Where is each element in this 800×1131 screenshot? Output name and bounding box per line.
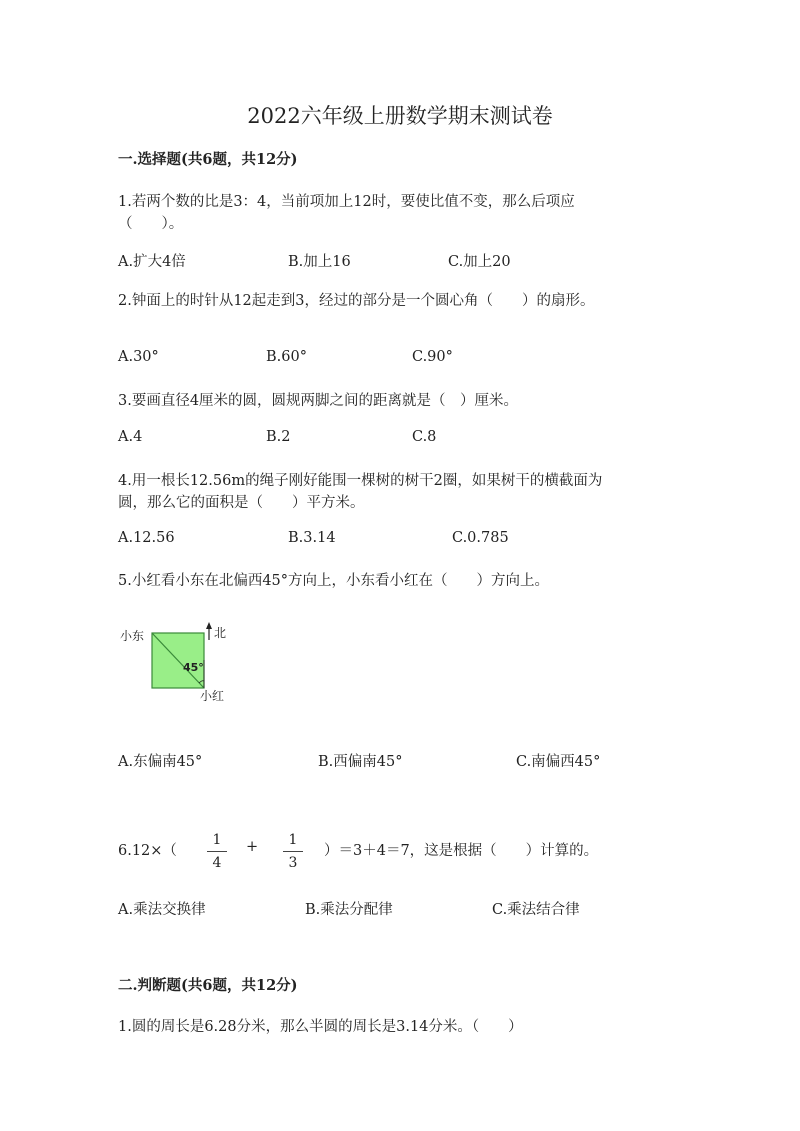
- question-6-option-c: C.乘法结合律: [492, 902, 580, 918]
- fraction-1-bar: [207, 851, 227, 852]
- question-3-option-b: B.2: [266, 429, 291, 445]
- fraction-2-denominator: 3: [288, 855, 298, 871]
- question-3-text: 3.要画直径4厘米的圆，圆规两脚之间的距离就是（ ）厘米。: [118, 393, 519, 409]
- direction-figure: [118, 620, 238, 710]
- label-angle: 45°: [183, 661, 204, 674]
- question-6-plus: +: [246, 839, 259, 855]
- question-4-line-2: 圆，那么它的面积是（ ）平方米。: [118, 495, 365, 511]
- fraction-one-third: [283, 831, 303, 872]
- question-5-text: 5.小红看小东在北偏西45°方向上，小东看小红在（ ）方向上。: [118, 573, 550, 589]
- question-1-option-c: C.加上20: [448, 254, 511, 270]
- question-6-option-b: B.乘法分配律: [305, 902, 393, 918]
- question-1-line-1: 1.若两个数的比是3：4，当前项加上12时，要使比值不变，那么后项应: [118, 194, 575, 210]
- question-4-line-1: 4.用一根长12.56m的绳子刚好能围一棵树的树干2圈，如果树干的横截面为: [118, 473, 603, 489]
- question-2-option-b: B.60°: [266, 349, 307, 365]
- question-1-line-2: （ ）。: [118, 216, 184, 232]
- question-1-option-b: B.加上16: [288, 254, 351, 270]
- fraction-one-quarter: [207, 831, 227, 872]
- question-3-option-c: C.8: [412, 429, 437, 445]
- label-north: 北: [214, 626, 227, 640]
- fraction-1-numerator: 1: [212, 832, 222, 848]
- fraction-2-numerator: 1: [288, 832, 298, 848]
- fraction-2-bar: [283, 851, 303, 852]
- question-5-option-a: A.东偏南45°: [118, 754, 203, 770]
- question-4-option-b: B.3.14: [288, 530, 336, 546]
- label-xiaodong: 小东: [120, 629, 145, 643]
- question-6-prefix: 6.12×（: [118, 843, 177, 859]
- section-heading-choice: 一.选择题(共6题，共12分): [118, 151, 298, 168]
- question-5-option-c: C.南偏西45°: [516, 754, 601, 770]
- question-3-option-a: A.4: [118, 429, 143, 445]
- north-arrow-icon: [206, 622, 212, 629]
- question-6-suffix: ）＝3＋4＝7，这是根据（ ）计算的。: [324, 843, 599, 859]
- question-2-option-c: C.90°: [412, 349, 453, 365]
- question-5-option-b: B.西偏南45°: [318, 754, 403, 770]
- judgement-question-1-text: 1.圆的周长是6.28分米，那么半圆的周长是3.14分米。（ ）: [118, 1019, 523, 1035]
- question-2-text: 2.钟面上的时针从12起走到3，经过的部分是一个圆心角（ ）的扇形。: [118, 293, 595, 309]
- section-heading-judgement: 二.判断题(共6题，共12分): [118, 977, 298, 994]
- label-xiaohong: 小红: [200, 689, 225, 703]
- question-4-option-a: A.12.56: [118, 530, 175, 546]
- question-4-option-c: C.0.785: [452, 530, 509, 546]
- question-2-option-a: A.30°: [118, 349, 159, 365]
- fraction-1-denominator: 4: [212, 855, 222, 871]
- page-title: 2022六年级上册数学期末测试卷: [247, 104, 553, 128]
- question-1-option-a: A.扩大4倍: [118, 254, 186, 270]
- question-6-option-a: A.乘法交换律: [118, 902, 206, 918]
